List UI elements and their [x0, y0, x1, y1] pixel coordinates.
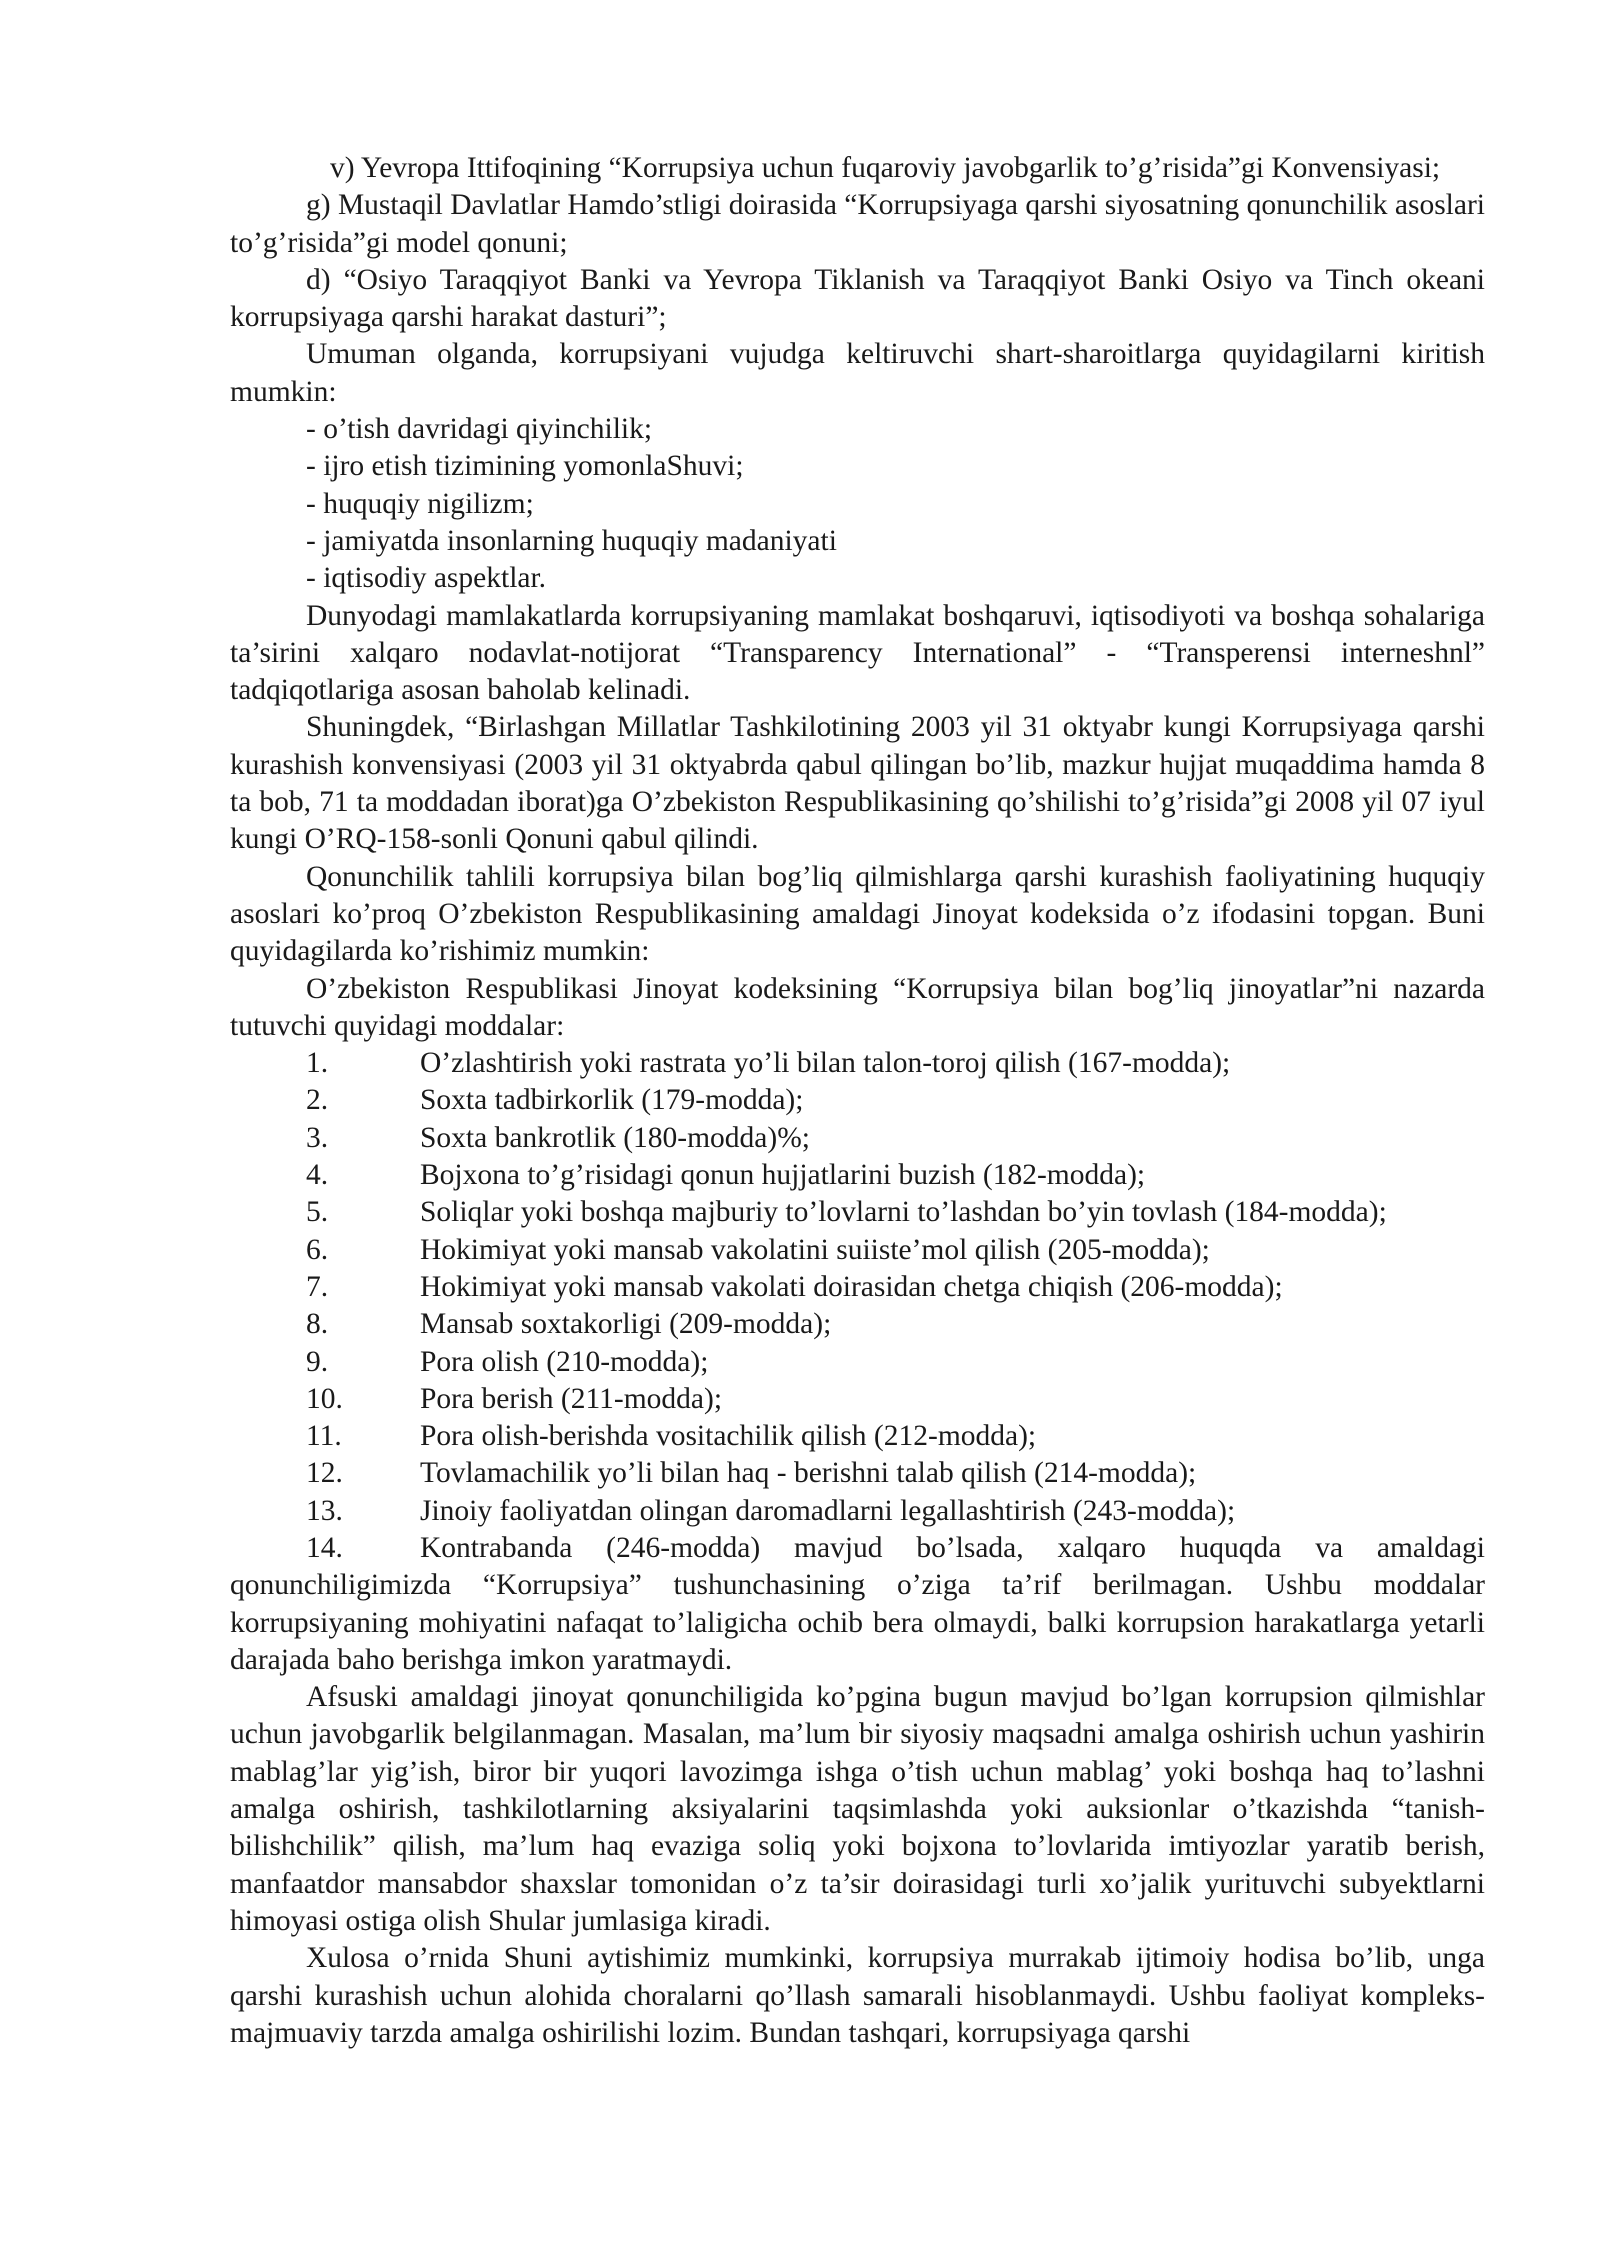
paragraph-transparency: Dunyodagi mamlakatlarda korrupsiyaning mamlakat boshqaruvi, iqtisodiyoti va boshqa sohalariga ta’sirini xalqaro nodavlat-notijorat “Transparency International” - “Transperensi interneshnl” tadqiqotlariga asosan baholab kelinadi.	[230, 599, 1485, 707]
list-item-number: 9.	[306, 1345, 329, 1378]
list-item	[230, 1157, 1485, 1194]
list-item	[230, 1306, 1485, 1343]
list-item	[230, 1045, 1485, 1082]
paragraph-g: g) Mustaqil Davlatlar Hamdo’stligi doirasida “Korrupsiyaga qarshi siyosatning qonunchilik asoslari to’g’risida”gi model qonuni;	[230, 189, 1485, 259]
list-item	[230, 1455, 1485, 1492]
list-item-text: Mansab soxtakorligi (209-modda);	[420, 1308, 832, 1341]
list-item-number: 13.	[306, 1494, 343, 1527]
list-item-text: Hokimiyat yoki mansab vakolati doirasidan chetga chiqish (206-modda);	[420, 1270, 1283, 1303]
list-item-number: 12.	[306, 1457, 343, 1490]
list-item	[230, 1194, 1485, 1231]
list-item-number: 3.	[306, 1121, 329, 1154]
list-item-text: Soxta tadbirkorlik (179-modda);	[420, 1084, 804, 1117]
list-item-text: Bojxona to’g’risidagi qonun hujjatlarini buzish (182-modda);	[420, 1159, 1146, 1192]
dash-item: - ijro etish tizimining yomonlaShuvi;	[306, 450, 744, 483]
list-item-text: Pora olish (210-modda);	[420, 1345, 709, 1378]
list-item-text: Jinoiy faoliyatdan olingan daromadlarni legallashtirish (243-modda);	[420, 1494, 1236, 1527]
dash-item: - iqtisodiy aspektlar.	[306, 562, 547, 595]
list-item	[230, 1269, 1485, 1306]
list-item-number: 4.	[306, 1159, 329, 1192]
list-item-number: 7.	[306, 1270, 329, 1303]
list-item-number: 11.	[306, 1420, 342, 1453]
list-item-text: O’zlashtirish yoki rastrata yo’li bilan talon-toroj qilish (167-modda);	[420, 1047, 1231, 1080]
list-item-number: 10.	[306, 1382, 343, 1415]
list-item-number: 14.	[306, 1531, 343, 1564]
paragraph-legal-analysis: Qonunchilik tahlili korrupsiya bilan bog’liq qilmishlarga qarshi kurashish faoliyatining huquqiy asoslari ko’proq O’zbekiston Respublikasining amaldagi Jinoyat kodeksida o’z ifodasini topgan. Buni quyidagilarda ko’rishimiz mumkin:	[230, 860, 1485, 968]
list-item-number: 5.	[306, 1196, 329, 1229]
list-item-number: 6.	[306, 1233, 329, 1266]
dash-item: - jamiyatda insonlarning huquqiy madaniyati	[306, 524, 837, 557]
paragraph-criminal-code-intro: O’zbekiston Respublikasi Jinoyat kodeksining “Korrupsiya bilan bog’liq jinoyatlar”ni nazarda tutuvchi quyidagi moddalar:	[230, 972, 1485, 1042]
list-item-text: Soxta bankrotlik (180-modda)%;	[420, 1121, 810, 1154]
paragraph-d: d) “Osiyo Taraqqiyot Banki va Yevropa Tiklanish va Taraqqiyot Banki Osiyo va Tinch okeani korrupsiyaga qarshi harakat dasturi”;	[230, 263, 1485, 334]
list-item	[230, 1493, 1485, 1530]
list-item-text: Kontrabanda (246-modda) mavjud bo’lsada, xalqaro huquqda va amaldagi qonunchiligimizda “Korrupsiya” tushunchasining o’ziga ta’rif berilmagan. Ushbu moddalar korrupsiyaning mohiyatini nafaqat to’laligicha ochib bera olmaydi, balki korrupsion harakatlarga yetarli darajada baho berishga imkon yaratmaydi.	[230, 1531, 1485, 1676]
list-item-text: Pora berish (211-modda);	[420, 1382, 723, 1415]
dash-item: - o’tish davridagi qiyinchilik;	[306, 413, 653, 446]
list-item	[230, 1530, 1485, 1679]
list-item	[230, 1120, 1485, 1157]
list-item-number: 2.	[306, 1084, 329, 1117]
list-item-text: Hokimiyat yoki mansab vakolatini suiiste’mol qilish (205-modda);	[420, 1233, 1210, 1266]
document-page	[230, 150, 1485, 2052]
list-item-number: 8.	[306, 1308, 329, 1341]
list-item	[230, 1418, 1485, 1455]
list-item	[230, 1344, 1485, 1381]
list-item-text: Soliqlar yoki boshqa majburiy to’lovlarni to’lashdan bo’yin tovlash (184-modda);	[420, 1196, 1387, 1229]
list-item-number: 1.	[306, 1047, 329, 1080]
list-item-text: Tovlamachilik yo’li bilan haq - berishni talab qilish (214-modda);	[420, 1457, 1197, 1490]
dash-item: - huquqiy nigilizm;	[306, 487, 534, 520]
paragraph-conclusion: Xulosa o’rnida Shuni aytishimiz mumkinki, korrupsiya murrakab ijtimoiy hodisa bo’lib, unga qarshi kurashish uchun alohida choralarni qo’llash samarali hisoblanmaydi. Ushbu faoliyat kompleks-majmuaviy tarzda amalga oshirilishi lozim. Bundan tashqari, korrupsiyaga qarshi	[230, 1942, 1485, 2049]
list-item-text: Pora olish-berishda vositachilik qilish (212-modda);	[420, 1420, 1037, 1453]
list-item	[230, 1232, 1485, 1269]
paragraph-v: v) Yevropa Ittifoqining “Korrupsiya uchun fuqaroviy javobgarlik to’g’risida”gi Konvensiyasi;	[330, 152, 1441, 184]
paragraph-unfortunately: Afsuski amaldagi jinoyat qonunchiligida ko’pgina bugun mavjud bo’lgan korrupsion qilmishlar uchun javobgarlik belgilanmagan. Masalan, ma’lum bir siyosiy maqsadni amalga oshirish uchun yashirin mablag’lar yig’ish, biror bir yuqori lavozimga ishga o’tish uchun mablag’ yoki boshqa haq to’lashni amalga oshirish, tashkilotlarning aksiyalarini taqsimlashda yoki auksionlar o’tkazishda “tanish-bilishchilik” qilish, ma’lum haq evaziga soliq yoki bojxona to’lovlarida imtiyozlar yaratib berish, manfaatdor mansabdor shaxslar tomonidan o’z ta’sir doirasidagi turli xo’jalik yurituvchi subyektlarni himoyasi ostiga olish Shular jumlasiga kiradi.	[230, 1681, 1485, 1937]
list-item	[230, 1381, 1485, 1418]
paragraph-conditions-intro: Umuman olganda, korrupsiyani vujudga keltiruvchi shart-sharoitlarga quyidagilarni kiritish mumkin:	[230, 338, 1485, 408]
list-item	[230, 1082, 1485, 1119]
paragraph-un-convention: Shuningdek, “Birlashgan Millatlar Tashkilotining 2003 yil 31 oktyabr kungi Korrupsiyaga qarshi kurashish konvensiyasi (2003 yil 31 oktyabrda qabul qilingan bo’lib, mazkur hujjat muqaddima hamda 8 ta bob, 71 ta moddadan iborat)ga O’zbekiston Respublikasining qo’shilishi to’g’risida”gi 2008 yil 07 iyul kungi O’RQ-158-sonli Qonuni qabul qilindi.	[230, 711, 1485, 856]
